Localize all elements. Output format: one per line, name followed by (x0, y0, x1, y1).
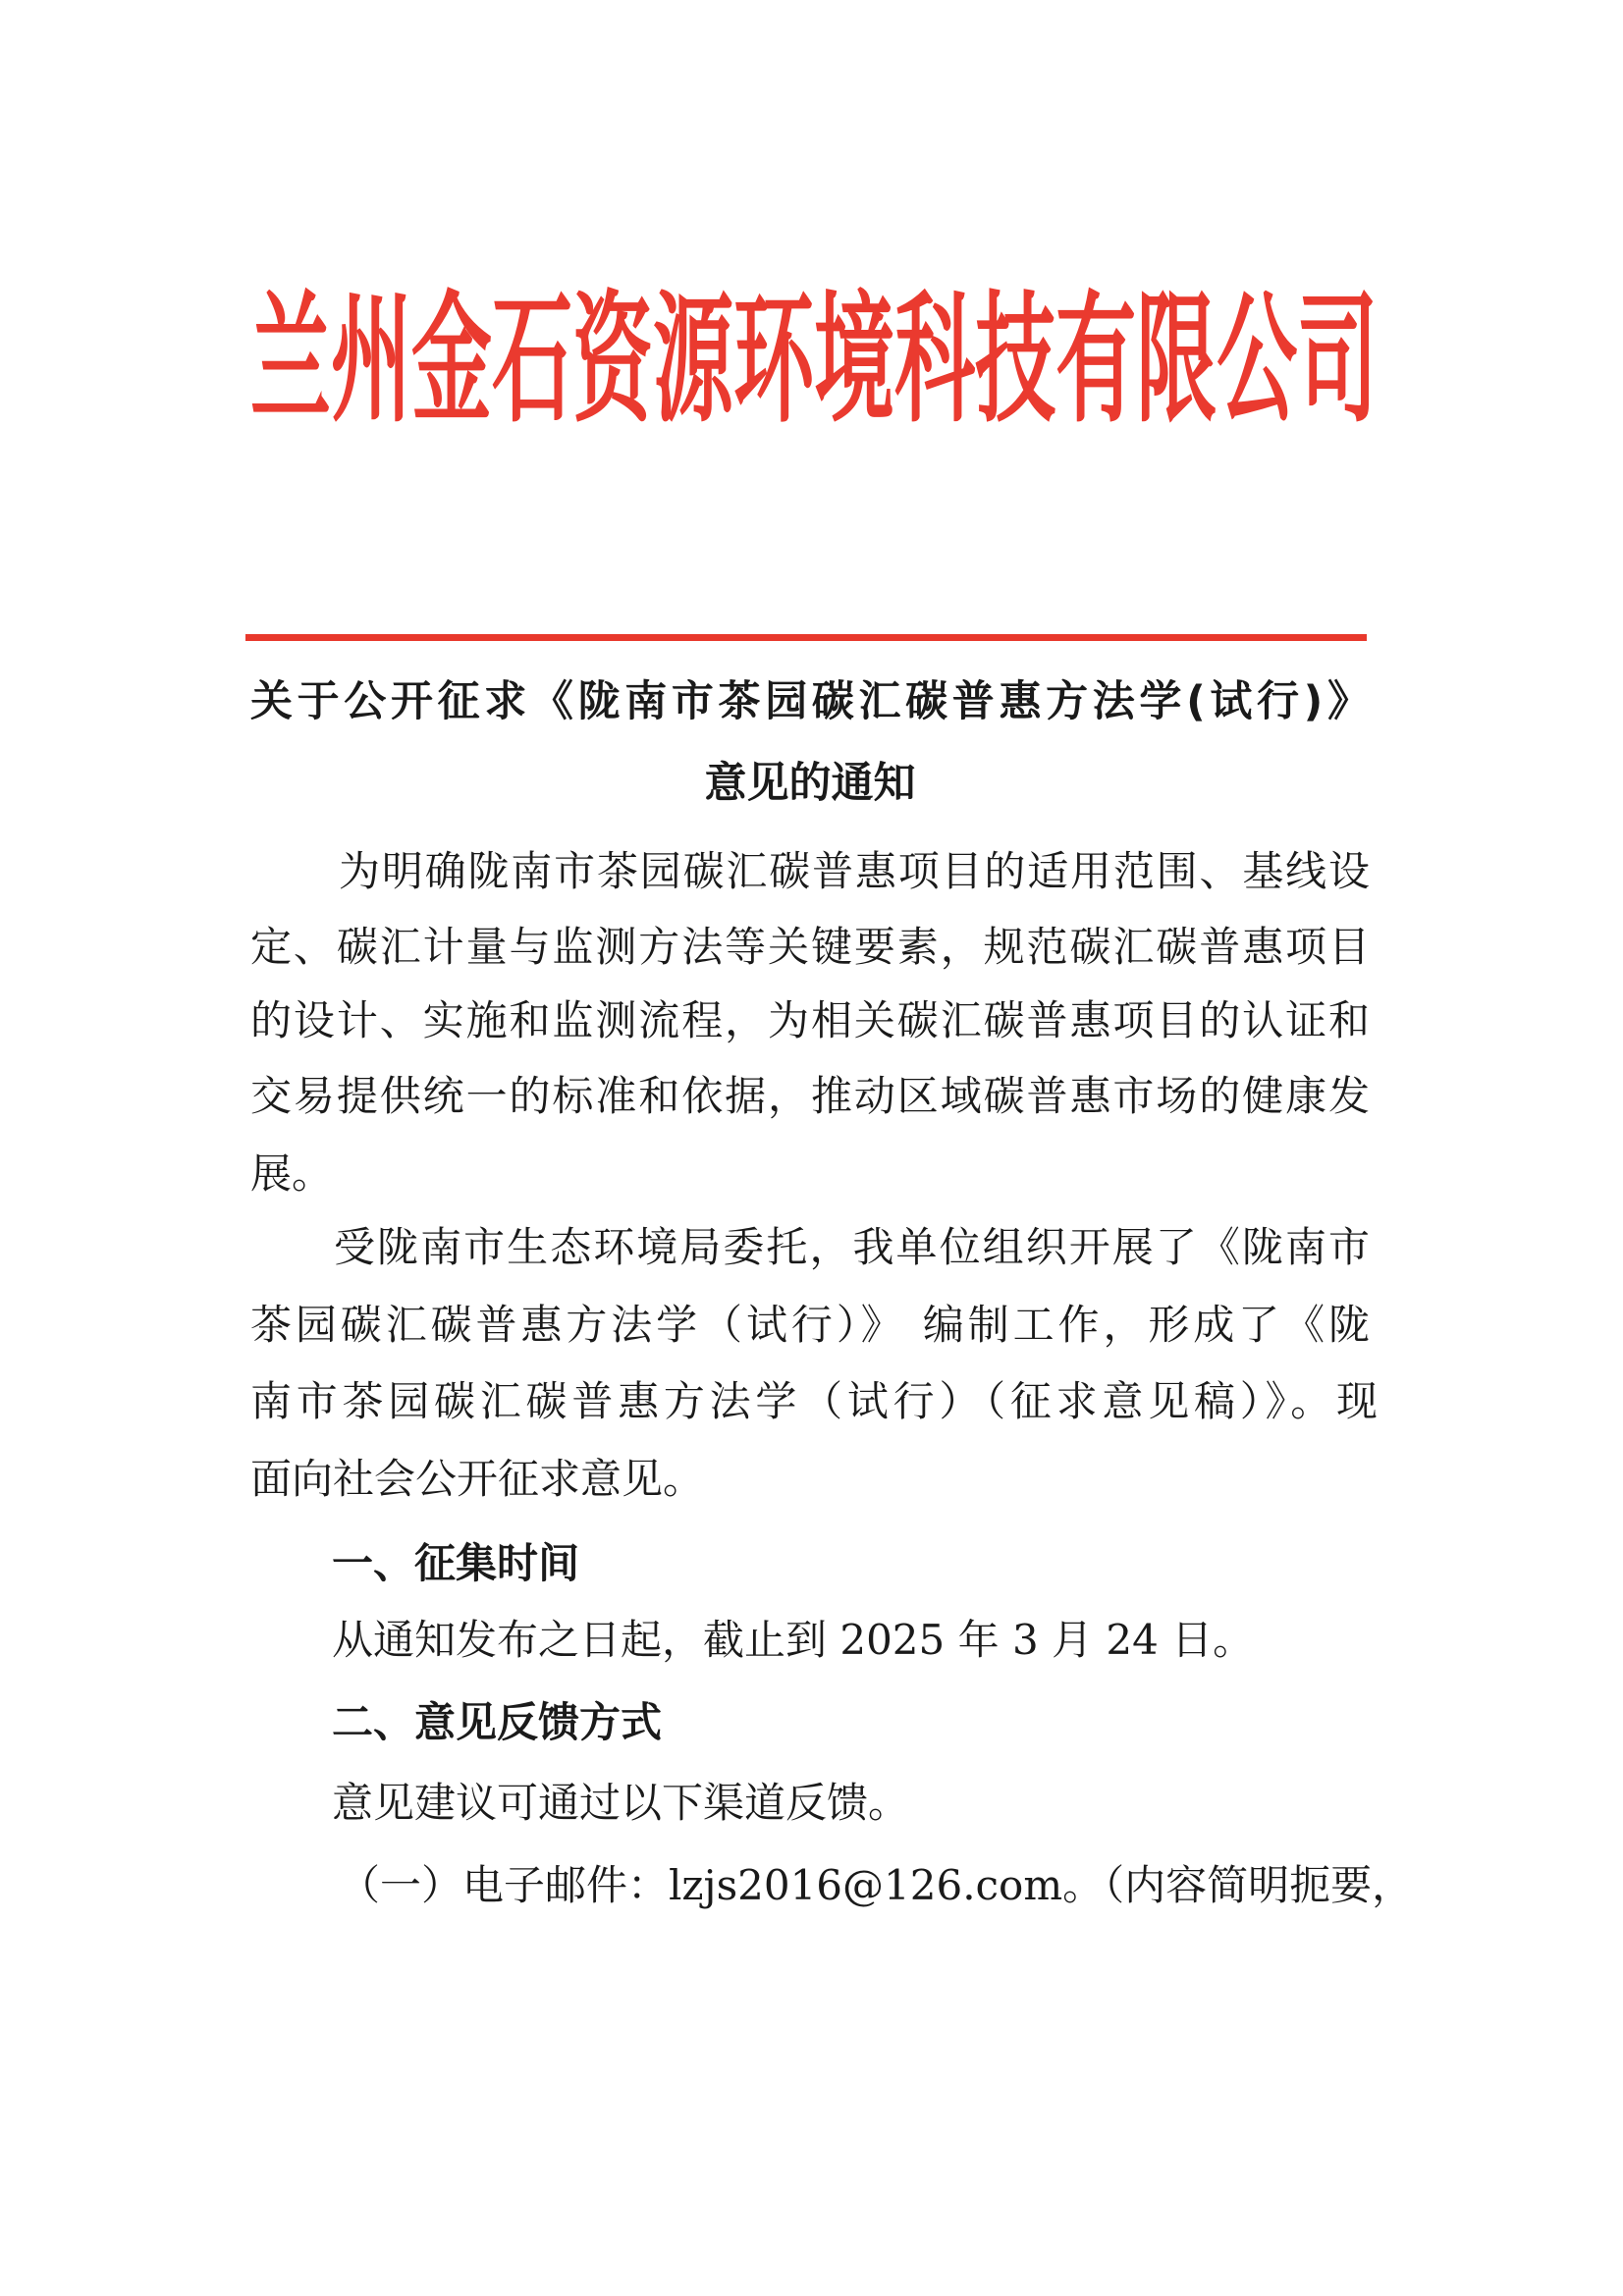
letterhead-glyph: 限 (1136, 278, 1217, 443)
letterhead-glyph: 环 (733, 278, 815, 443)
letterhead-glyph: 州 (331, 278, 412, 443)
red-divider (245, 634, 1367, 641)
letterhead-glyph: 技 (975, 278, 1056, 443)
document-title-line1: 关于公开征求《陇南市茶园碳汇碳普惠方法学(试行)》 (250, 677, 1370, 726)
paragraph2-line: 南市茶园碳汇碳普惠方法学（试行）（征求意见稿）》。现 (250, 1377, 1378, 1425)
paragraph1-line: 定、碳汇计量与监测方法等关键要素，规范碳汇碳普惠项目 (250, 923, 1370, 971)
letterhead-glyph: 资 (572, 278, 654, 443)
document-title-line2: 意见的通知 (704, 759, 916, 808)
letterhead-glyph: 有 (1055, 278, 1137, 443)
letterhead-glyph: 公 (1217, 278, 1298, 443)
paragraph2-line: 茶园碳汇碳普惠方法学（试行）》 编制工作，形成了《陇 (250, 1301, 1370, 1349)
letterhead-glyph: 司 (1297, 278, 1379, 443)
section2-intro: 意见建议可通过以下渠道反馈。 (332, 1779, 910, 1827)
letterhead-glyph: 兰 (250, 278, 332, 443)
paragraph2-line: 受陇南市生态环境局委托，我单位组织开展了《陇南市 (334, 1223, 1370, 1271)
paragraph1-line: 的设计、实施和监测流程，为相关碳汇碳普惠项目的认证和 (250, 996, 1370, 1044)
paragraph1-line: 展。 (250, 1149, 334, 1198)
letterhead-glyph: 金 (411, 278, 493, 443)
paragraph1-line: 为明确陇南市茶园碳汇碳普惠项目的适用范围、基线设 (339, 847, 1370, 895)
section2-email-line: （一）电子邮件：lzjs2016@126.com。（内容简明扼要， (339, 1861, 1414, 1909)
letterhead-glyph: 科 (894, 278, 976, 443)
paragraph2-line: 面向社会公开征求意见。 (250, 1455, 705, 1503)
paragraph1-line: 交易提供统一的标准和依据，推动区域碳普惠市场的健康发 (250, 1072, 1370, 1120)
letterhead-glyph: 石 (492, 278, 573, 443)
letterhead-glyph: 境 (814, 278, 895, 443)
company-letterhead (250, 278, 1379, 443)
section2-heading: 二、意见反馈方式 (332, 1698, 663, 1746)
section1-text: 从通知发布之日起，截止到 2025 年 3 月 24 日。 (332, 1616, 1255, 1664)
letterhead-glyph: 源 (653, 278, 734, 443)
section1-heading: 一、征集时间 (332, 1539, 580, 1587)
